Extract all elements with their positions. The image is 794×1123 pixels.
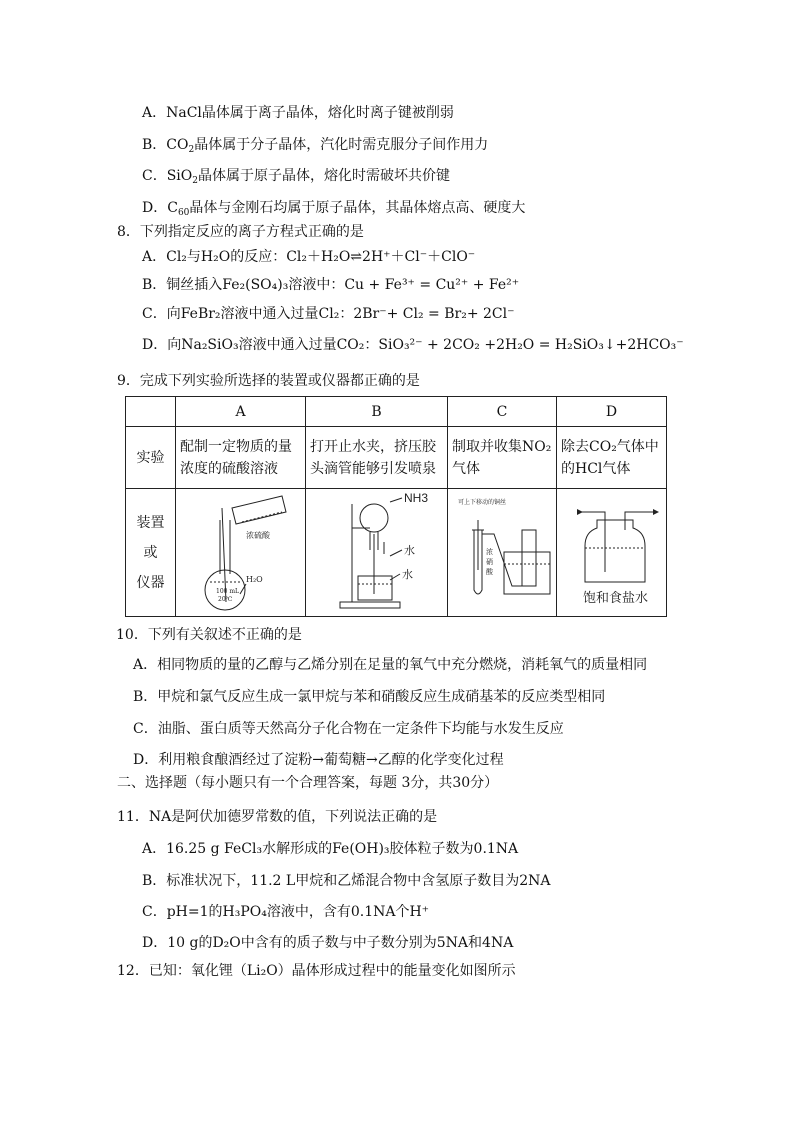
q12-stem: 12．已知：氧化锂（Li₂O）晶体形成过程中的能量变化如图所示: [117, 963, 516, 979]
flask-label-temp: 20℃: [218, 595, 233, 603]
bottle-label-brine: 饱和食盐水: [583, 590, 649, 606]
q9-experiment-row: [126, 427, 667, 489]
q9-stem: 9．完成下列实验所选择的装置或仪器都正确的是: [117, 373, 420, 389]
fountain-label-water-2: 水: [402, 567, 413, 581]
q9-header-b: B: [306, 397, 448, 427]
q9-header-a: A: [176, 397, 306, 427]
inlet-tube-shape: [577, 512, 605, 572]
q10-option-b: B．甲烷和氯气反应生成一氯甲烷与苯和硝酸反应生成硝基苯的反应类型相同: [133, 689, 606, 705]
q11-option-b: B．标准状况下，11.2 L甲烷和乙烯混合物中含氢原子数目为2NA: [142, 873, 551, 889]
outlet-tube-shape: [625, 512, 653, 530]
gas-washing-bottle-figure: [561, 490, 670, 616]
acid-label-3: 酸: [486, 567, 493, 576]
q9-apparatus-label-2: 或: [143, 544, 158, 561]
q9-experiment-d: 除去CO₂气体中的HCl气体: [557, 427, 667, 489]
q9-experiment-a: 配制一定物质的量浓度的硫酸溶液: [176, 427, 306, 489]
q9-table-corner: [126, 397, 176, 427]
q8-option-b: B．铜丝插入Fe₂(SO₄)₃溶液中：Cu + Fe³⁺ = Cu²⁺ + Fe²⁺: [142, 277, 520, 293]
flask-label-volume: 100 mL: [216, 587, 240, 595]
q9-figure-b: [306, 489, 448, 617]
q9-table: [125, 396, 667, 617]
q7-option-a: A．NaCl晶体属于离子晶体，熔化时离子键被削弱: [142, 105, 454, 121]
q9-figure-a: [176, 489, 306, 617]
q9-apparatus-row: [126, 489, 667, 617]
q11-option-d: D．10 g的D₂O中含有的质子数与中子数分别为5NA和4NA: [142, 935, 514, 951]
acid-label-1: 浓: [486, 547, 493, 556]
q8-stem: 8．下列指定反应的离子方程式正确的是: [117, 224, 364, 240]
trough-label-copper: 可上下移动的铜丝: [458, 498, 507, 506]
q10-option-c: C．油脂、蛋白质等天然高分子化合物在一定条件下均能与水发生反应: [133, 721, 564, 737]
fountain-label-nh3: NH3: [404, 490, 429, 505]
volumetric-flask-figure: [180, 490, 309, 616]
washing-bottle-shape: [585, 520, 645, 582]
q9-experiment-b: 打开止水夹，挤压胶头滴管能够引发喷泉: [306, 427, 448, 489]
collecting-tube-shape: [522, 530, 536, 586]
q9-table-header-row: [126, 397, 667, 427]
q9-experiment-c: 制取并收集NO₂气体: [448, 427, 557, 489]
q10-option-d: D．利用粮食酿酒经过了淀粉→葡萄糖→乙醇的化学变化过程: [133, 752, 504, 768]
q11-option-c: C．pH=1的H₃PO₄溶液中，含有0.1NA个H⁺: [142, 904, 430, 920]
q9-header-c: C: [448, 397, 557, 427]
q9-figure-c: [448, 489, 557, 617]
q9-experiment-label: 实验: [126, 427, 176, 489]
q10-stem: 10．下列有关叙述不正确的是: [116, 627, 302, 643]
flask-label-water: H₂O: [246, 574, 263, 584]
section-2-heading: 二、选择题（每小题只有一个合理答案，每题 3分，共30分）: [117, 775, 499, 791]
q9-figure-d: [557, 489, 667, 617]
fountain-experiment-figure: [310, 490, 451, 616]
no2-generation-figure: [452, 490, 560, 616]
q7-option-c: C．SiO$_2$晶体属于原子晶体，熔化时需破坏共价键: [142, 168, 450, 186]
q9-apparatus-label: [126, 489, 176, 617]
q9-apparatus-label-1: 装置: [136, 514, 165, 531]
q8-option-c: C．向FeBr₂溶液中通入过量Cl₂：2Br⁻+ Cl₂ = Br₂+ 2Cl⁻: [142, 306, 515, 322]
round-flask-shape: [360, 504, 388, 532]
water-trough-shape: [504, 552, 550, 594]
q11-stem: 11．NA是阿伏加德罗常数的值，下列说法正确的是: [117, 809, 438, 825]
flask-label-acid: 浓硫酸: [246, 530, 270, 540]
q7-option-b: B．$CO_2$晶体属于分子晶体，汽化时需克服分子间作用力: [142, 137, 489, 155]
stand-base-shape: [340, 602, 400, 608]
acid-label-2: 硝: [486, 557, 493, 566]
q10-option-a: A．相同物质的量的乙醇与乙烯分别在足量的氧气中充分燃烧，消耗氧气的质量相同: [133, 657, 648, 673]
q11-option-a: A．16.25 g FeCl₃水解形成的Fe(OH)₃胶体粒子数为0.1NA: [142, 841, 519, 857]
q9-header-d: D: [557, 397, 667, 427]
q9-apparatus-label-3: 仪器: [136, 574, 165, 591]
q8-option-d: D．向Na₂SiO₃溶液中通入过量CO₂：SiO₃²⁻ + 2CO₂ +2H₂O = H₂SiO₃↓+2HCO₃⁻: [142, 337, 684, 353]
q7-option-d: D．$C_{60}$晶体与金刚石均属于原子晶体，其晶体熔点高、硬度大: [142, 200, 526, 218]
fountain-label-water-1: 水: [404, 543, 415, 557]
water-beaker-shape: [358, 576, 392, 600]
q8-option-a: A．Cl₂与H₂O的反应：Cl₂＋H₂O⇌2H⁺＋Cl⁻＋ClO⁻: [142, 249, 476, 265]
pouring-beaker-shape: [232, 496, 286, 524]
